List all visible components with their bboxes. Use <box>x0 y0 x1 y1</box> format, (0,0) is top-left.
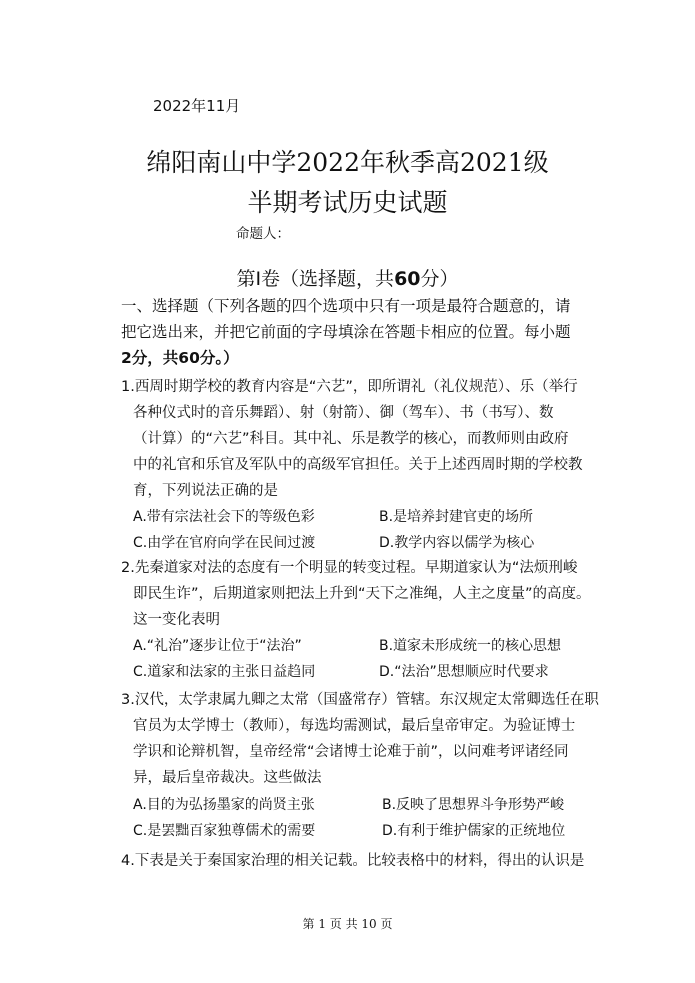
question-1-option-b: B.是培养封建官吏的场所 <box>379 509 534 525</box>
question-2-line: 这一变化表明 <box>133 612 220 628</box>
question-1-line: 1.西周时期学校的教育内容是“六艺”，即所谓礼（礼仪规范）、乐（举行 <box>121 379 578 395</box>
question-3-line: 官员为太学博士（教师），每选均需测试，最后皇帝审定。为验证博士 <box>133 718 576 734</box>
question-2-option-b: B.道家未形成统一的核心思想 <box>379 638 562 654</box>
section-heading <box>0 264 695 291</box>
section-heading-prefix: 第Ⅰ卷（选择题，共 <box>236 268 395 290</box>
question-4-line: 4.下表是关于秦国家治理的相关记载。比较表格中的材料，得出的认识是 <box>121 853 585 869</box>
page-footer: 第 1 页 共 10 页 <box>302 917 393 931</box>
exam-date: 2022年11月 <box>153 97 241 115</box>
question-1-line: 各种仪式时的音乐舞蹈）、射（射箭）、御（驾车）、书（书写）、数 <box>133 405 554 421</box>
question-3-option-a: A.目的为弘扬墨家的尚贤主张 <box>133 797 315 813</box>
question-2-option-a: A.“礼治”逐步让位于“法治” <box>133 638 302 654</box>
section-heading-suffix: 分） <box>420 268 459 290</box>
question-1-line: 育，下列说法正确的是 <box>133 483 278 499</box>
question-1-option-a: A.带有宗法社会下的等级色彩 <box>133 509 315 525</box>
question-2-line: 即民生诈”，后期道家则把法上升到“天下之准绳，人主之度量”的高度。 <box>133 586 591 602</box>
question-3-line: 学识和论辩机智，皇帝经常“会诸博士论难于前”，以问难考评诸经同 <box>133 744 569 760</box>
section-heading-score: 60 <box>394 268 421 290</box>
exam-subtitle: 半期考试历史试题 <box>247 188 448 217</box>
question-3-option-b: B.反映了思想界斗争形势严峻 <box>382 797 565 813</box>
exam-title: 绵阳南山中学2022年秋季高2021级 <box>146 148 549 177</box>
question-3-option-c: C.是罢黜百家独尊儒术的需要 <box>133 823 316 839</box>
question-1-line: 中的礼官和乐官及军队中的高级军官担任。关于上述西周时期的学校教 <box>133 457 583 473</box>
question-2-option-d: D.“法治”思想顺应时代要求 <box>379 664 549 680</box>
question-3-option-d: D.有利于维护儒家的正统地位 <box>382 823 566 839</box>
question-1-option-d: D.教学内容以儒学为核心 <box>379 535 535 551</box>
question-1-option-c: C.由学在官府向学在民间过渡 <box>133 535 316 551</box>
question-setter-label: 命题人： <box>236 226 290 242</box>
question-2-line: 2.先秦道家对法的态度有一个明显的转变过程。早期道家认为“法烦刑峻 <box>121 560 578 576</box>
question-3-line: 异，最后皇帝裁决。这些做法 <box>133 770 322 786</box>
instruction-line: 把它选出来，并把它前面的字母填涂在答题卡相应的位置。每小题 <box>121 323 571 341</box>
question-2-option-c: C.道家和法家的主张日益趋同 <box>133 664 316 680</box>
instruction-line: 一、选择题（下列各题的四个选项中只有一项是最符合题意的，请 <box>121 297 571 315</box>
question-1-line: （计算）的“六艺”科目。其中礼、乐是教学的核心，而教师则由政府 <box>133 431 569 447</box>
instruction-line: 2分，共60分。） <box>121 349 239 367</box>
question-3-line: 3.汉代，太学隶属九卿之太常（国盛常存）管辖。东汉规定太常卿选任在职 <box>121 692 599 708</box>
